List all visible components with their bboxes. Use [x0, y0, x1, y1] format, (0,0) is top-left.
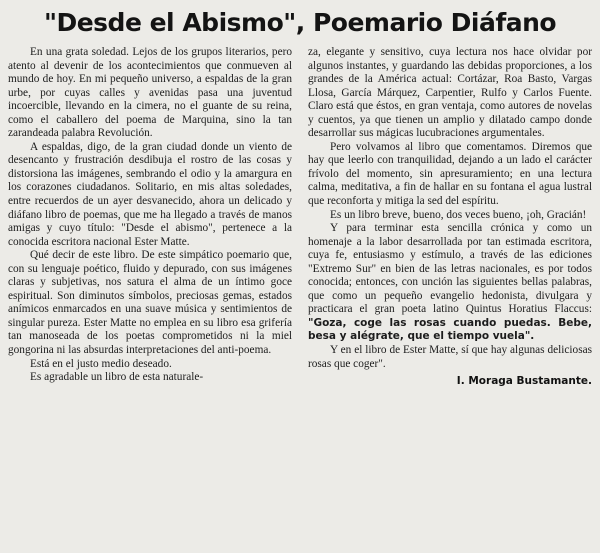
left-column	[8, 46, 292, 546]
paragraph: Pero volvamos al libro que comentamos. Diremos que hay que leerlo con tranquilidad, dejando a un lado el carácter frívolo del momento, sin apresuramiento; en una lectura calma, meditativa, a fin de hallar en su fontana el agua lustral que reconforta y mitiga la sed del espíritu.	[308, 140, 592, 208]
paragraph: za, elegante y sensitivo, cuya lectura nos hace olvidar por algunos instantes, y guardando las debidas proporciones, a los grandes de la América actual: Cortázar, Roa Basto, Vargas Llosa, García Márquez, Carpentier, Rulfo y Carlos Fuente. Claro está que éstos, en gran ventaja, como autores de novelas y cuentos, ya que tienen un amplio y dilatado campo donde desarrollar sus mágicas lucubraciones argumentales.	[308, 46, 592, 140]
paragraph	[308, 222, 592, 344]
right-column	[308, 46, 592, 546]
article-title: "Desde el Abismo", Poemario Diáfano	[43, 8, 557, 37]
paragraph: Qué decir de este libro. De este simpático poemario que, con su lenguaje poético, fluido y depurado, con sus imágenes claras y subjetivas, nos satura el alma de un íntimo goce espiritual. Son diminutos símbolos, preciosas gemas, estados anímicos enmarcados en una suave música y sentimientos de singular pureza. Ester Matte no emplea en su libro esa grifería tan manoseada de los poetas comprometidos ni la miel gongorina ni las absurdas interpretaciones del anti-poema.	[8, 249, 292, 357]
author-signature: I. Moraga Bustamante.	[456, 375, 592, 388]
paragraph: Es agradable un libro de esta naturale-	[30, 371, 204, 384]
paragraph: Es un libro breve, bueno, dos veces bueno, ¡oh, Gracián!	[330, 208, 587, 221]
paragraph-text: Y para terminar esta sencilla crónica y como un homenaje a la labor desarrollada por tan estimada escritora, cuya fe, entusiasmo y estímulo, a través de las ediciones "Extremo Sur" en bien de las letras nacionales, es por todos conocida; entonces, con unción las siguientes bellas palabras, que como un pequeño evangelio hedonista, divulgara y practicara el gran poeta latino Quintus Horatius Flaccus:	[308, 222, 592, 316]
paragraph: Y en el libro de Ester Matte, sí que hay algunas deliciosas rosas que coger".	[308, 344, 592, 370]
paragraph: A espaldas, digo, de la gran ciudad donde un viento de desencanto y frustración desdibuja el rostro de las cosas y distorsiona las imágenes, sembrando el odio y la amargura en los corazones ciudadanos. Solitario, en mis altas soledades, entre recuerdos de un ayer desvanecido, ahora un delicado y diáfano libro de poemas, que me ha llegado a través de manos amigas y cuyo título: "Desde el abismo", pertenece a la conocida escritora nacional Ester Matte.	[8, 140, 292, 248]
paragraph: Está en el justo medio deseado.	[30, 357, 172, 370]
article-body	[8, 46, 592, 546]
paragraph: En una grata soledad. Lejos de los grupos literarios, pero atento al devenir de los acontecimientos que conmueven al mundo de hoy. En mi pequeño universo, a espaldas de la gran urbe, por cuyas calles y avenidas pasa una juventud incoercible, llevando en la cimera, no el guante de su reina, como el caballero del poema de Marquina, sino la tan zarandeada palabra Revolución.	[8, 46, 292, 140]
horace-quote: "Goza, coge las rosas cuando puedas. Bebe, besa y alégrate, que el tiempo vuela".	[308, 316, 592, 343]
